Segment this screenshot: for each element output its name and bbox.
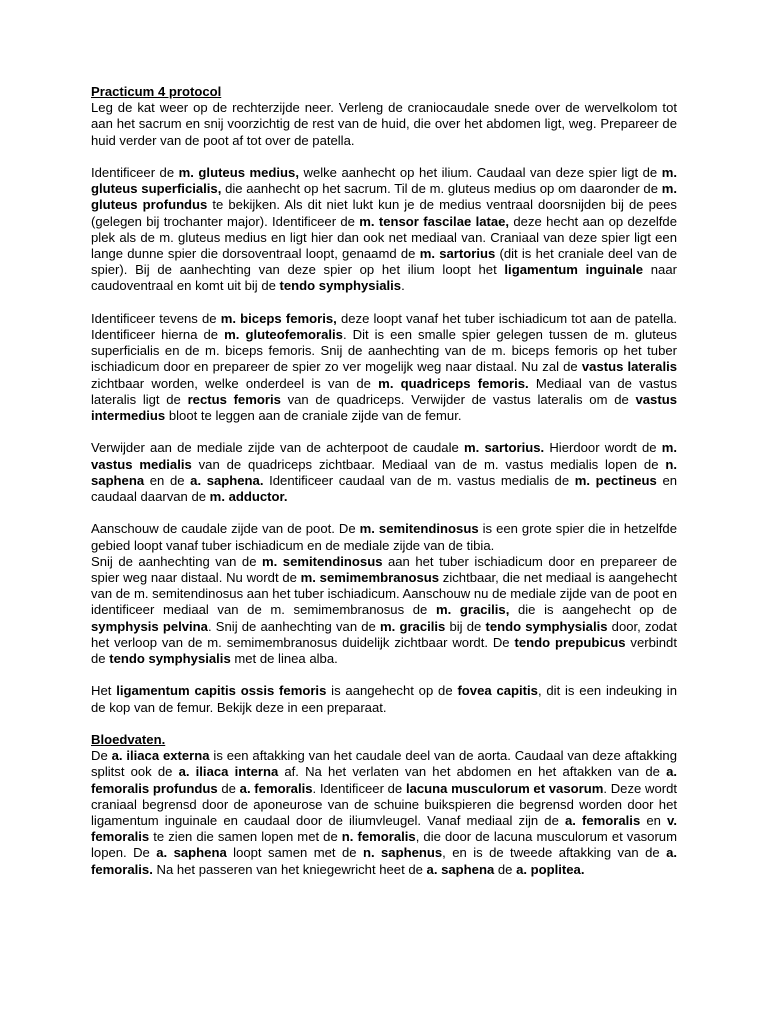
bold-term: m. tensor fascilae latae, [359, 213, 510, 229]
text-run: . Deze wordt craniaal begrensd door de aponeurose van de schuine buikspieren die begrensd worden door het ligamentum inguinale en caudaal door de iliumvleugel. Vanaf mediaal zijn de [91, 780, 678, 829]
text-run: Na het passeren van het kniegewricht heet de [152, 861, 427, 877]
bold-term: symphysis pelvina [91, 618, 208, 634]
bold-term: m. sartorius. [463, 440, 545, 456]
text-run: naar caudoventraal en komt uit bij de [91, 262, 677, 294]
bold-term: vastus intermedius [91, 391, 677, 424]
bold-term: n. femoralis [341, 829, 416, 845]
text-run: Het [91, 683, 117, 699]
text-run: is een grote spier die in hetzelfde gebied loopt vanaf tuber ischiadicum en de mediale zijde van de tibia. [91, 521, 677, 553]
bold-term: n. saphenus [362, 845, 443, 861]
bold-term: tendo prepubicus [514, 634, 626, 650]
text-run: deze hecht aan op dezelfde plek als de m. gluteus medius en ligt hier dan ook net mediaal van. Craniaal van deze spier ligt een lange dunne spier die dorsoventraal loopt, genaamd de [91, 213, 677, 262]
text-run: Mediaal van de vastus lateralis ligt de [91, 375, 677, 407]
text-run: bij de [445, 618, 486, 634]
text-run: welke aanhecht op het ilium. Caudaal van deze spier ligt de [298, 165, 662, 180]
text-run: Aanschouw de caudale zijde van de poot. De [91, 521, 360, 537]
paragraph-ligamentum [91, 683, 677, 715]
paragraph-bloedvaten [91, 748, 677, 878]
text-run: aan het tuber ischiadicum door en prepareer de spier weg naar distaal. Nu wordt de [91, 553, 677, 586]
text-run: te bekijken. Als dit niet lukt kun je de medius ventraal doorsnijden bij de pees (gelegen bij trochanter major). Identificeer de [91, 197, 677, 229]
paragraph-spacer [91, 716, 677, 732]
bold-term: m. vastus medialis [91, 440, 677, 472]
bold-term: m. gluteofemoralis [224, 327, 343, 343]
bold-term: m. gracilis, [435, 602, 510, 618]
bold-term: a. saphena [426, 861, 495, 877]
bold-term: lacuna musculorum et vasorum [405, 780, 604, 796]
bold-term: a. saphena. [190, 472, 264, 488]
text-run: van de quadriceps zichtbaar. Mediaal van de m. vastus medialis lopen de [191, 456, 666, 472]
text-run: van de quadriceps. Verwijder de vastus lateralis om de [280, 391, 636, 407]
bold-term: a. iliaca interna [178, 764, 279, 780]
paragraph-intro [91, 100, 677, 149]
text-run: af. Na het verlaten van het abdomen en het aftakken van de [278, 764, 667, 780]
paragraph-spacer [91, 295, 677, 311]
bold-term: n. saphena [91, 456, 677, 488]
bold-term: m. semitendinosus [262, 553, 383, 569]
bold-term: a. iliaca externa [111, 748, 210, 764]
paragraph-spacer [91, 149, 677, 165]
paragraph-spacer [91, 424, 677, 440]
text-run: (dit is het craniale deel van de spier). Bij de aanhechting van deze spier op het ilium loopt het [91, 246, 677, 278]
bold-term: ligamentum inguinale [504, 262, 644, 278]
paragraph-sartorius [91, 440, 677, 505]
paragraph-spacer [91, 667, 677, 683]
bold-term: m. semitendinosus [359, 521, 479, 537]
document-title: Practicum 4 protocol [91, 84, 222, 99]
text-run: bloot te leggen aan de craniale zijde van de femur. [165, 408, 462, 424]
paragraph-semitendinosus [91, 521, 677, 667]
bold-term: m. biceps femoris, [220, 310, 337, 326]
text-run: de [494, 861, 517, 877]
bold-term: v. femoralis [91, 813, 677, 845]
text-run: Leg de kat weer op de rechterzijde neer. Verleng de craniocaudale snede over de wervelkolom tot aan het sacrum en snij voorzichtig de rest van de huid, die over het abdomen ligt, weg. Prepareer de huid verder van de poot af tot over de patella. [91, 100, 677, 148]
text-run: en [640, 813, 668, 829]
bold-term: a. femoralis [564, 813, 641, 829]
bold-term: a. femoralis. [91, 845, 677, 877]
text-run: is aangehecht op de [326, 683, 458, 699]
text-run: die is aangehecht op de [509, 602, 677, 618]
text-run: loopt samen met de [226, 845, 363, 861]
text-run: is een aftakking van het caudale deel van de aorta. Caudaal van deze aftakking splitst ook de [91, 748, 677, 780]
text-run: en caudaal daarvan de [91, 472, 678, 505]
bold-term: m. sartorius [419, 246, 496, 262]
text-run: , dit is een indeuking in de kop van de femur. Bekijk deze in een preparaat. [91, 683, 677, 715]
bold-term: m. gluteus profundus [91, 181, 678, 213]
text-run: , en is de tweede aftakking van de [442, 845, 667, 861]
text-run: die aanhecht op het sacrum. Til de m. gluteus medius op om daaronder de [221, 181, 662, 197]
bold-term: a. poplitea. [516, 861, 585, 877]
bold-term: tendo symphysialis [109, 651, 231, 667]
bold-term: m. pectineus [574, 472, 657, 488]
bold-term: tendo symphysialis [485, 618, 608, 634]
bold-term: rectus femoris [187, 391, 281, 407]
text-run: . Dit is een smalle spier gelegen tussen de m. gluteus superficialis en de m. biceps femoris. Snij de aanhechting van de m. biceps femoris op het tuber ischiadicum door en prepareer de spier zo ver mogelijk weg naar distaal. Nu zal de [91, 327, 677, 375]
text-run: De [91, 748, 112, 764]
paragraph-spacer [91, 505, 677, 521]
text-run: Hierdoor wordt de [544, 440, 662, 456]
section-title-bloedvaten: Bloedvaten. [91, 732, 166, 748]
bold-term: m. adductor. [209, 489, 288, 505]
bold-term: m. gracilis [380, 618, 446, 634]
bold-term: a. femoralis profundus [91, 764, 677, 796]
bold-term: fovea capitis [457, 683, 538, 699]
text-run: deze loopt vanaf het tuber ischiadicum tot aan de patella. Identificeer hierna de [91, 310, 677, 343]
text-run: Identificeer caudaal van de m. vastus medialis de [263, 472, 575, 488]
text-run: Snij de aanhechting van de [91, 553, 262, 569]
text-run: zichtbaar, die net mediaal is aangehecht van de m. semitendinosus aan het tuber ischiadicum. Aanschouw nu de mediale zijde van de poot en identificeer mediaal van de m. semimembranosus de [91, 570, 677, 618]
bold-term: m. semimembranosus [300, 570, 440, 586]
text-run: . [401, 278, 405, 294]
text-run: Identificeer de [91, 165, 179, 180]
text-run: door, zodat het verloop van de m. semimembranosus duidelijk zichtbaar wordt. De [91, 618, 677, 650]
bold-term: a. femoralis [239, 780, 313, 796]
bold-term: vastus lateralis [581, 359, 678, 375]
text-run: en de [144, 472, 191, 488]
text-run: te zien die samen lopen met de [149, 829, 342, 845]
text-run: . Snij de aanhechting van de [207, 618, 380, 634]
text-run: , die door de lacuna musculorum et vasorum lopen. De [91, 829, 677, 861]
bold-term: m. quadriceps femoris. [378, 375, 529, 391]
bold-term: tendo symphysialis [279, 278, 402, 294]
bold-term: m. gluteus medius, [178, 165, 299, 180]
bold-term: ligamentum capitis ossis femoris [116, 683, 327, 699]
paragraph-gluteus [91, 165, 677, 295]
text-run: verbindt de [91, 634, 677, 667]
text-run: met de linea alba. [230, 651, 338, 667]
paragraph-biceps-femoris [91, 311, 677, 424]
text-run: Verwijder aan de mediale zijde van de achterpoot de caudale [91, 440, 464, 456]
text-run: de [217, 780, 240, 796]
bold-term: a. saphena [156, 845, 227, 861]
text-run: zichtbaar worden, welke onderdeel is van de [91, 375, 379, 391]
text-run: Identificeer tevens de [91, 310, 221, 326]
bold-term: m. gluteus superficialis, [91, 165, 678, 197]
text-run: . Identificeer de [312, 780, 406, 796]
